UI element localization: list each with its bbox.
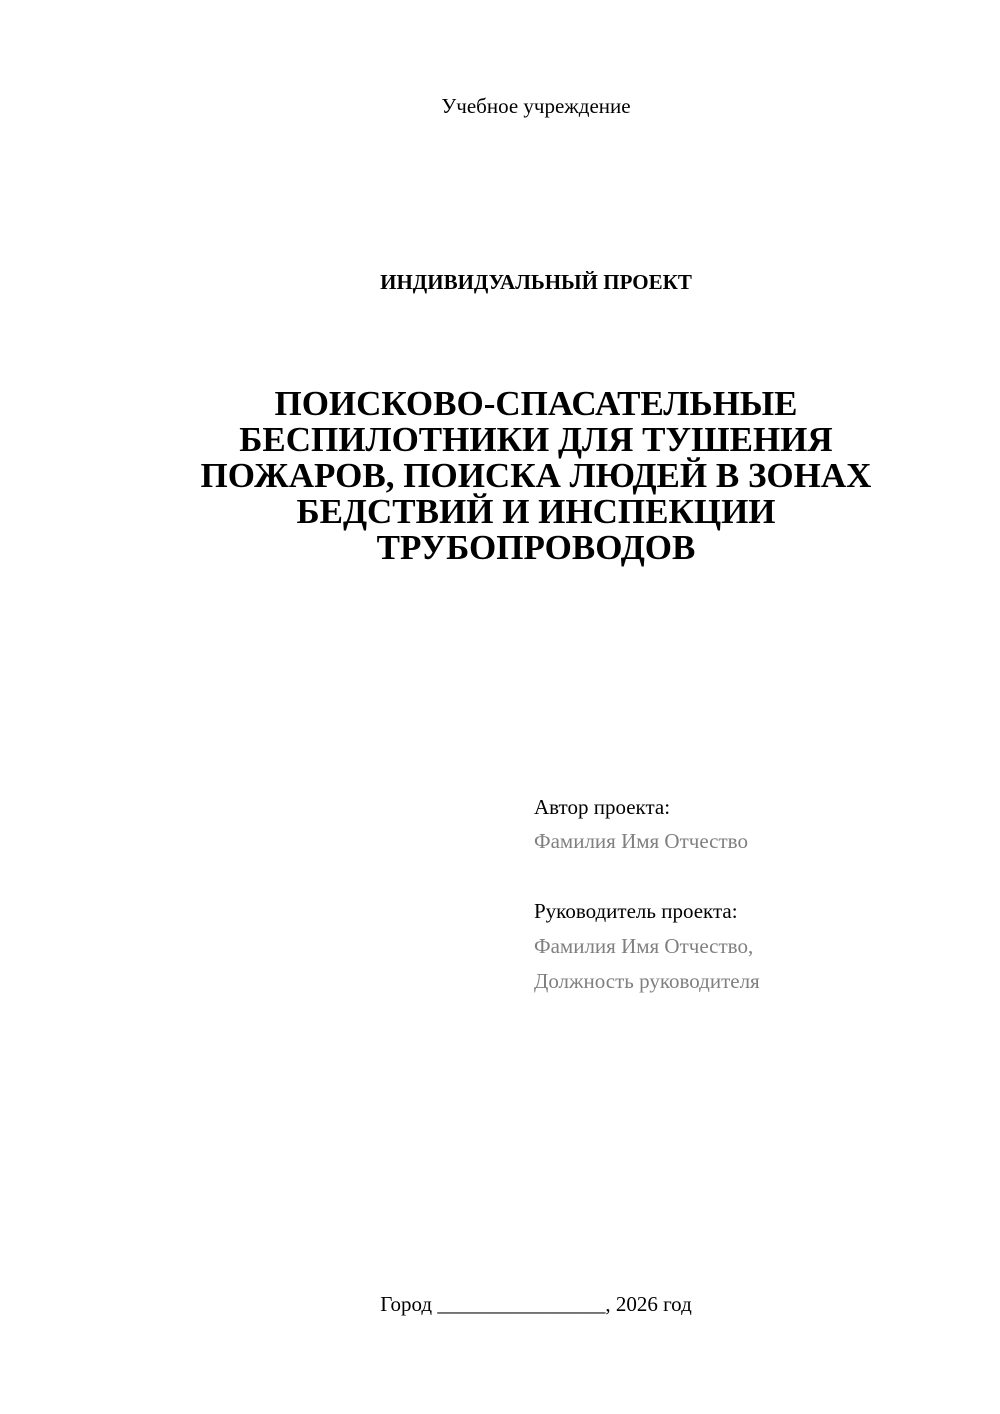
city-year-footer: Город ________________, 2026 год bbox=[380, 1292, 692, 1316]
project-title-line: ТРУБОПРОВОДОВ bbox=[376, 528, 696, 567]
project-title-line: БЕДСТВИЙ И ИНСПЕКЦИИ bbox=[296, 492, 776, 531]
author-block bbox=[534, 790, 974, 858]
project-title-line: ПОИСКОВО-СПАСАТЕЛЬНЫЕ bbox=[274, 384, 798, 423]
project-type-heading: ИНДИВИДУАЛЬНЫЙ ПРОЕКТ bbox=[380, 270, 692, 294]
project-title-line: ПОЖАРОВ, ПОИСКА ЛЮДЕЙ В ЗОНАХ bbox=[200, 456, 872, 495]
institution-name: Учебное учреждение bbox=[441, 94, 631, 118]
supervisor-block bbox=[534, 894, 974, 999]
supervisor-name-placeholder: Фамилия Имя Отчество, bbox=[534, 934, 754, 958]
supervisor-position-placeholder: Должность руководителя bbox=[534, 969, 760, 993]
author-name-placeholder: Фамилия Имя Отчество bbox=[534, 829, 748, 853]
author-label: Автор проекта: bbox=[534, 795, 671, 819]
project-title bbox=[130, 386, 942, 566]
supervisor-label: Руководитель проекта: bbox=[534, 899, 738, 923]
project-title-line: БЕСПИЛОТНИКИ ДЛЯ ТУШЕНИЯ bbox=[239, 420, 833, 459]
